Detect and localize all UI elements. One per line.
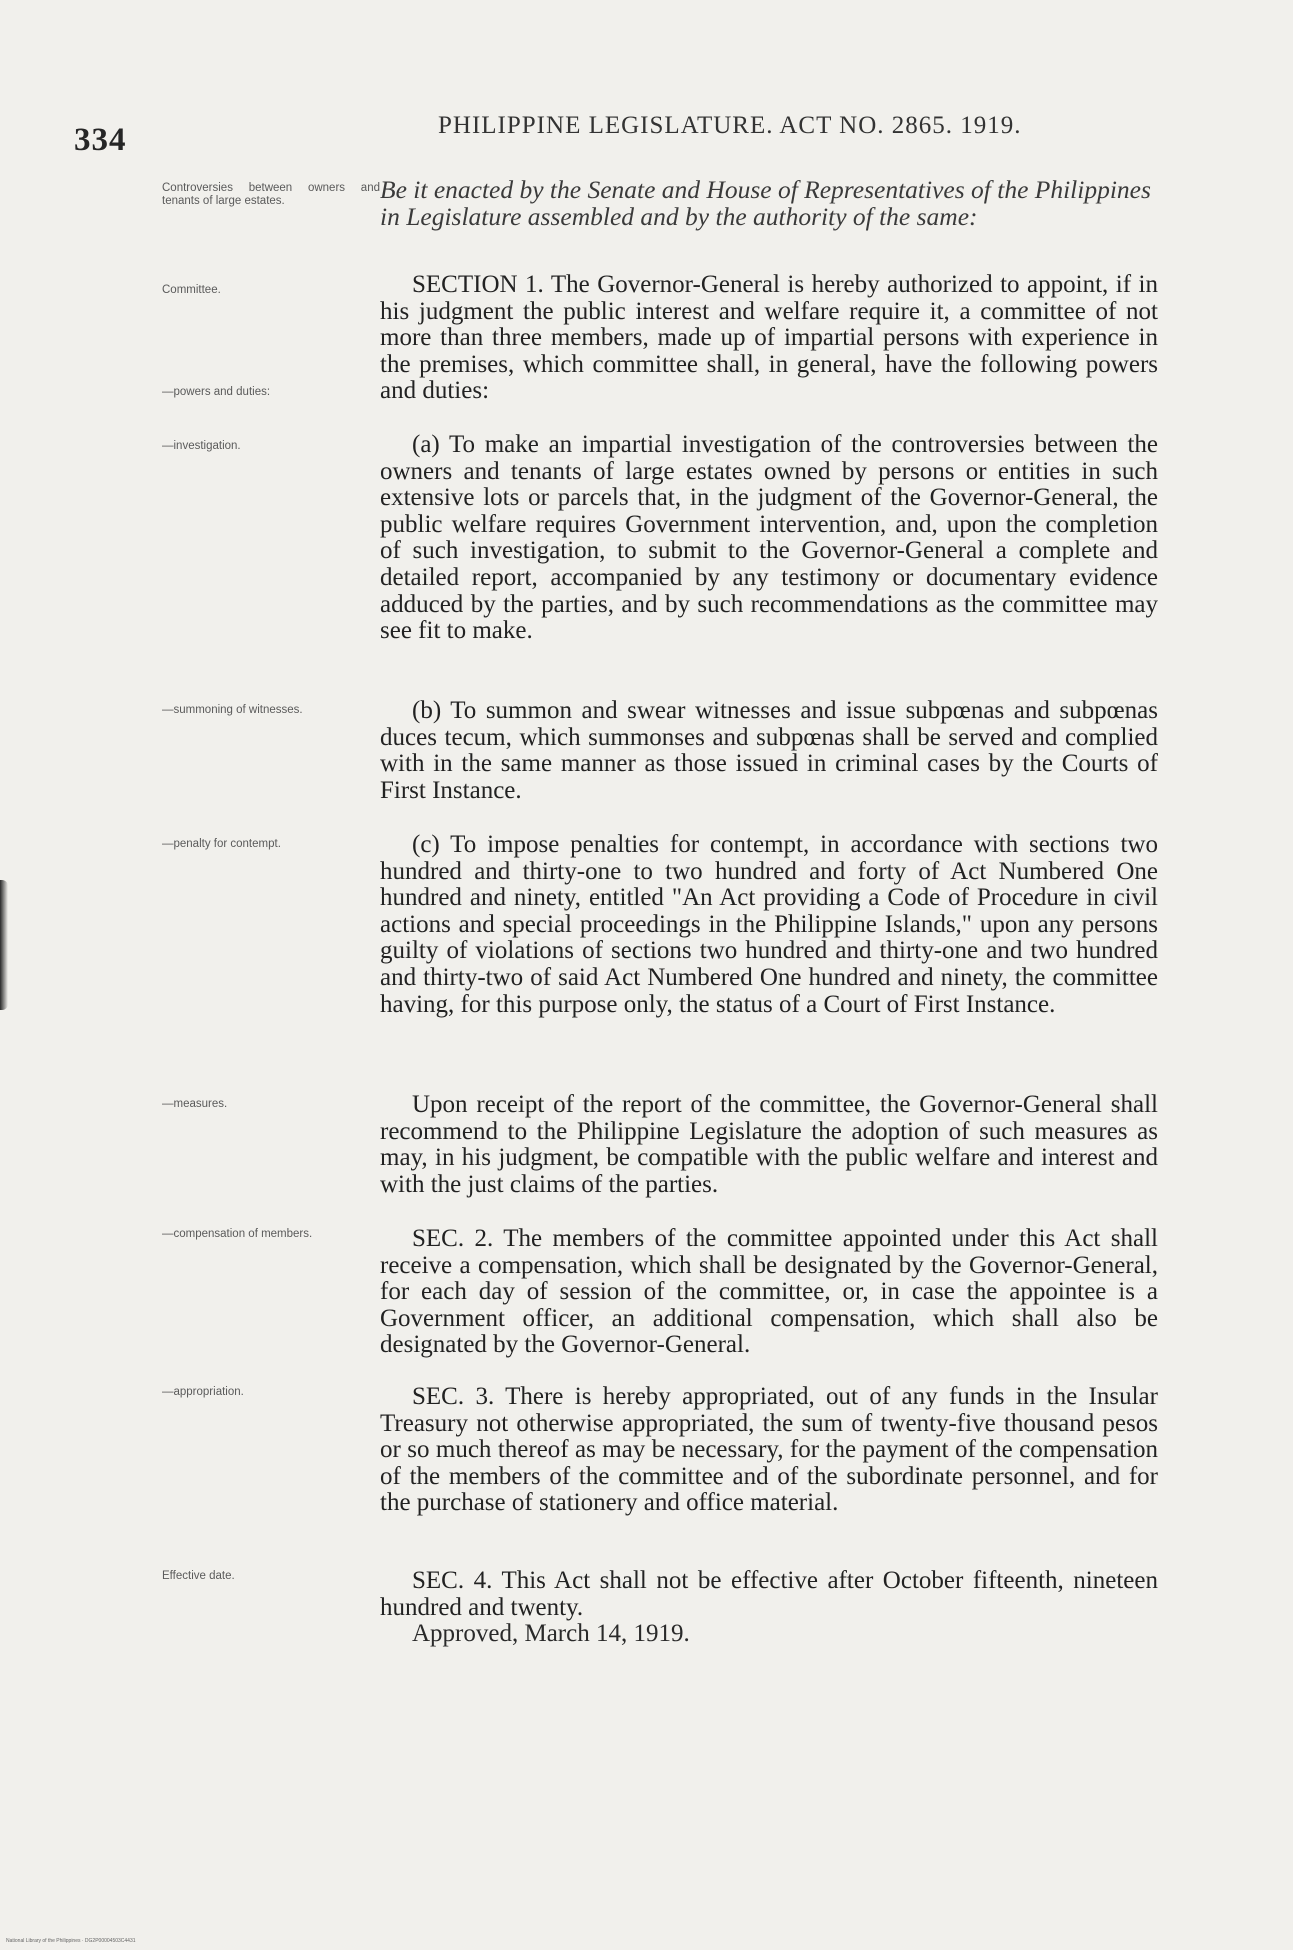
margin-note-summoning: —summoning of witnesses. [162,704,303,716]
margin-note-investigation: —investigation. [162,440,241,452]
margin-note-measures: —measures. [162,1098,228,1110]
paragraph-b-text: (b) To summon and swear witnesses and issue subpœnas and subpœnas duces tecum, which summonses and subpœnas shall be served and complied with in the same manner as those issued in criminal cases by the Courts of First Instance. [380,697,1158,804]
paragraph-c [380,832,1158,1018]
margin-note-compensation: —compensation of members. [162,1228,313,1240]
section-3 [380,1384,1158,1517]
section-2 [380,1226,1158,1359]
margin-note-powers: —powers and duties: [162,386,271,398]
running-head: PHILIPPINE LEGISLATURE. ACT NO. 2865. 1919. [438,112,1022,139]
section-4-label: SEC. 4. [412,1567,493,1594]
approval-line: Approved, March 14, 1919. [412,1620,690,1647]
section-4-text: This Act shall not be effective after October fifteenth, nineteen hundred and twenty. [380,1567,1158,1621]
paragraph-c-text: (c) To impose penalties for contempt, in accordance with sections two hundred and thirty-one to two hundred and forty of Act Numbered One hundred and ninety, entitled "An Act providing a Code of Procedure in civil actions and special proceedings in the Philippine Islands," upon any persons guilty of violations of sections two hundred and thirty-one and two hundred and thirty-two of said Act Numbered One hundred and ninety, the committee having, for this purpose only, the status of a Court of First Instance. [380,831,1158,1018]
margin-note-committee: Committee. [162,284,221,296]
section-1-label: SECTION 1. [412,271,544,298]
page-number: 334 [74,122,127,158]
section-4 [380,1568,1158,1621]
section-3-text: There is hereby appropriated, out of any funds in the Insular Treasury not otherwise appropriated, the sum of twenty-five thousand pesos or so much thereof as may be necessary, for the payment of the compensation of the members of the committee and of the subordinate personnel, and for the purchase of stationery and office material. [380,1383,1158,1517]
section-2-text: The members of the committee appointed under this Act shall receive a compensation, which shall be designated by the Governor-General, for each day of session of the committee, or, in case the appointee is a Government officer, an additional compensation, which shall also be designated by the Governor-General. [380,1225,1158,1359]
section-1-text: The Governor-General is hereby authorized to appoint, if in his judgment the public interest and welfare require it, a committee of not more than three members, made up of impartial persons with experience in the premises, which committee shall, in general, have the following powers and duties: [380,271,1158,405]
binding-shadow [0,880,8,1010]
paragraph-a [380,432,1158,645]
margin-note-controversies: Controversies between owners and tenants of large estates. [162,182,380,207]
paragraph-b [380,698,1158,804]
paragraph-measures [380,1092,1158,1198]
section-3-label: SEC. 3. [412,1383,495,1410]
paragraph-measures-text: Upon receipt of the report of the committee, the Governor-General shall recommend to the Philippine Legislature the adoption of such measures as may, in his judgment, be compatible with the public welfare and interest and with the just claims of the parties. [380,1091,1158,1198]
section-1 [380,272,1158,405]
margin-note-effective-date: Effective date. [162,1570,235,1582]
section-2-label: SEC. 2. [412,1225,494,1252]
enacting-clause: Be it enacted by the Senate and House of Representatives of the Philippines in Legislature assembled and by the authority of the same: [380,175,1151,231]
paragraph-a-text: (a) To make an impartial investigation of the controversies between the owners and tenants of large estates owned by persons or entities in such extensive lots or parcels that, in the judgment of the Governor-General, the public welfare requires Government intervention, and, upon the completion of such investigation, to submit to the Governor-General a complete and detailed report, accompanied by any testimony or documentary evidence adduced by the parties, and by such recommendations as the committee may see fit to make. [380,431,1158,645]
margin-note-appropriation: —appropriation. [162,1386,244,1398]
scan-footer: National Library of the Philippines · DG2P00004503C4431 [6,1938,136,1944]
margin-note-penalty: —penalty for contempt. [162,838,281,850]
